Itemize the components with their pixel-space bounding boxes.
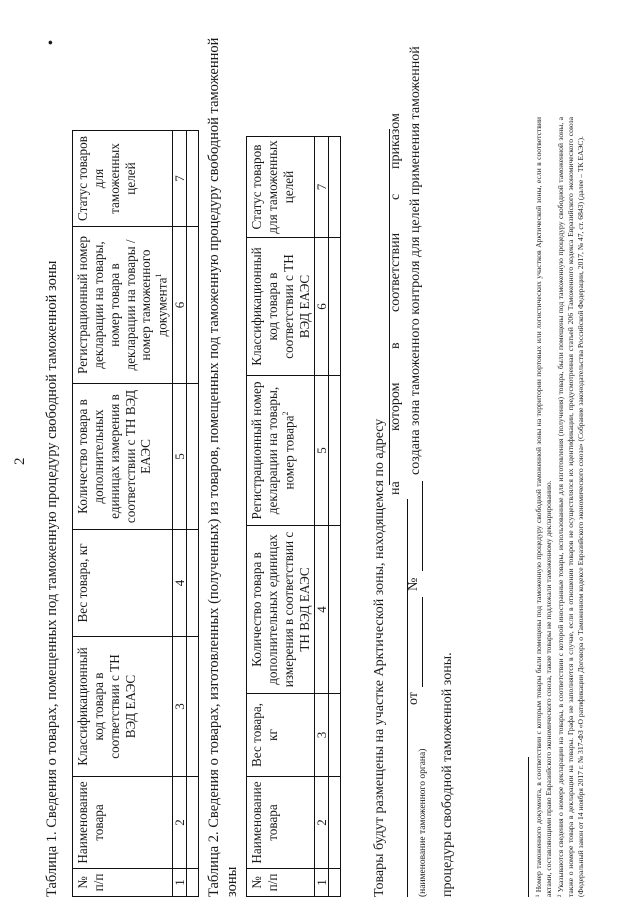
column-number: 6 (173, 227, 187, 384)
word-kotorom: котором (388, 382, 403, 431)
empty-cell (329, 869, 341, 897)
table1-header: Наименование товара (73, 777, 173, 869)
empty-cell (187, 530, 199, 637)
table1-header: № п/п (73, 869, 173, 897)
column-number: 4 (315, 526, 329, 694)
table2-empty-row (329, 137, 341, 897)
column-number: 3 (315, 694, 329, 777)
empty-cell (329, 238, 341, 376)
table2-header: № п/п (247, 869, 315, 897)
empty-cell (187, 384, 199, 530)
table2-header-row (247, 137, 315, 897)
header-text: Регистрационный номер декларации на товары, номер товара (249, 381, 297, 520)
table1 (72, 130, 199, 897)
column-number: 2 (315, 777, 329, 869)
table1-header-row (73, 131, 173, 897)
footnote-1: ¹ Номер таможенного документа, в соответствии с которым товары были помещены под таможенную процедуру свободной таможенной зоны на территории портовых или логистических участков Арктической зоны, если в соответствии актами, составляющими право Евразийского экономического союза, такие товары не подлежали таможенному декларированию. (534, 117, 554, 897)
column-number: 1 (173, 869, 187, 897)
table2 (246, 136, 341, 897)
customs-body-caption: (наименование таможенного органа) (418, 748, 428, 897)
footnote-separator (528, 757, 529, 897)
table2-number-row (315, 137, 329, 897)
column-number: 1 (315, 869, 329, 897)
page-number: 2 (12, 457, 28, 465)
number-blank (406, 481, 423, 571)
empty-cell (329, 526, 341, 694)
footnote-ref: 1 (154, 273, 164, 278)
word-sootvetstvii: соответствии (388, 232, 403, 312)
table1-header: Вес товара, кг (73, 530, 173, 637)
word-v: в (388, 342, 403, 349)
column-number: 4 (173, 530, 187, 637)
date-blank (406, 597, 423, 687)
word-s: с (388, 193, 403, 200)
column-number: 5 (315, 376, 329, 526)
empty-cell (329, 777, 341, 869)
table2-header (247, 376, 315, 526)
word-prikazom: приказом (388, 113, 403, 169)
column-number: 3 (173, 637, 187, 777)
table1-header: Статус товаров для таможенных целей (73, 131, 173, 227)
word-na: на (388, 481, 403, 495)
table1-header: Классификационный код товара в соответствии с ТН ВЭД ЕАЭС (73, 637, 173, 777)
location-line1: Товары будут размещены на участке Арктической зоны, находящемся по адресу (372, 418, 387, 897)
table1-number-row (173, 131, 187, 897)
empty-cell (329, 694, 341, 777)
column-number: 2 (173, 777, 187, 869)
dot-mark: • (44, 40, 59, 45)
table2-title: Таблица 2. Сведения о товарах, изготовленных (полученных) из товаров, помещенных под таможенную процедуру свободной таможенной (206, 37, 222, 897)
table2-header: Количество товара в дополнительных единицах измерения в соответствии с ТН ВЭД ЕАЭС (247, 526, 315, 694)
footnote-2: ² Указываются сведения о номере декларации на товары, в соответствии с которой иностранные товары, использованные для изготовления (получения) товара, были помещены под таможенную процедуру свободной таможенной зоны, а также о номере товара в декларации на товары. Графа не заполняется в случае, если в отношении товаров не осуществлялся их идентификации, предусмотренная статьей 206 Таможенного кодекса Евразийского экономического союза (Федеральный закон от 14 ноября 2017 г. № 317-ФЗ «О ратификации Договора о Таможенном кодексе Евразийского экономического союза» (Собрание законодательства Российской Федерации, 2017, № 47, ст. 6843) (далее – ТК ЕАЭС). (556, 117, 586, 897)
column-number: 7 (315, 137, 329, 238)
empty-cell (329, 137, 341, 238)
empty-cell (187, 637, 199, 777)
table2-header: Вес товара, кг (247, 694, 315, 777)
empty-cell (187, 777, 199, 869)
table1-title: Таблица 1. Сведения о товарах, помещенных под таможенную процедуру свободной таможенной зоны (44, 260, 60, 897)
table2-header: Статус товаров для таможенных целей (247, 137, 315, 238)
word-no: № (406, 577, 421, 591)
empty-cell (187, 131, 199, 227)
location-line2-rest: создана зона таможенного контроля для целей применения таможенной (408, 46, 423, 475)
column-number: 7 (173, 131, 187, 227)
table1-empty-row (187, 131, 199, 897)
empty-cell (187, 869, 199, 897)
table1-header: Количество товара в дополнительных единицах измерения в соответствии с ТН ВЭД ЕАЭС (73, 384, 173, 530)
table2-header: Классификационный код товара в соответствии с ТН ВЭД ЕАЭС (247, 238, 315, 376)
word-ot: от (406, 692, 421, 705)
location-line3: процедуры свободной таможенной зоны. (440, 652, 455, 897)
empty-cell (187, 227, 199, 384)
column-number: 5 (173, 384, 187, 530)
table1-header (73, 227, 173, 384)
table2-header: Наименование товара (247, 777, 315, 869)
header-text: Регистрационный номер декларации на товары, номер товара в декларации на товары / номер таможенного документа (75, 236, 170, 374)
footnote-ref: 2 (280, 411, 290, 416)
column-number: 6 (315, 238, 329, 376)
empty-cell (329, 376, 341, 526)
table2-title-line2: зоны (224, 866, 240, 897)
